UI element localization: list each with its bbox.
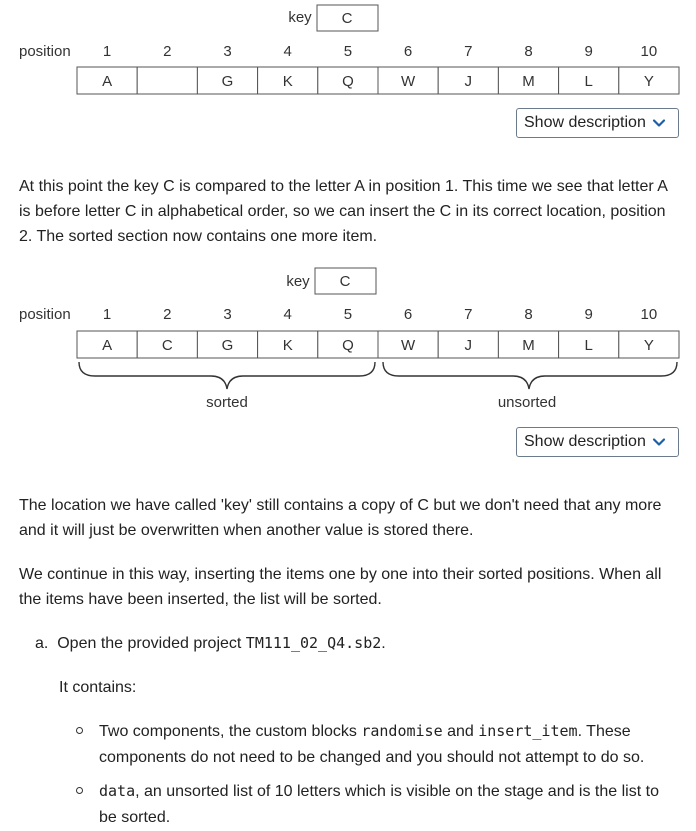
array-cell-value: J [464,337,473,354]
position-number: 9 [584,43,593,60]
array-cell-value: K [282,73,293,90]
sorted-brace [79,362,375,389]
array-cell-value: L [584,73,593,90]
it-contains-label: It contains: [59,679,137,696]
bullet-text: . These components do not need to be changed and you should not attempt to do so. [99,723,645,766]
paragraph-key-compared: At this point the key C is compared to the letter A in position 1. This time we see that letter A is before letter C in alphabetical order, so we can insert the C in its correct location, position 2. The sorted section now contains one more item. [19,178,668,245]
position-number: 7 [464,43,473,60]
position-number: 10 [640,306,658,323]
array-cell-value: A [102,73,113,90]
sorted-label: sorted [206,394,248,411]
block-randomise: randomise [361,722,443,740]
step-a-text: Open the provided project [57,635,246,652]
position-number: 5 [343,43,353,60]
position-number: 3 [223,43,232,60]
bullet-marker-2 [76,787,83,794]
paragraph-key-overwritten: The location we have called 'key' still contains a copy of C but we don't need that any more and it will just be overwritten when another value is stored there. [19,497,662,539]
array-cell-value: G [221,337,234,354]
key-label: key [288,9,312,26]
array-cell-value: Y [643,337,654,354]
position-label: position [19,43,71,60]
array-cell-value: W [401,73,416,90]
key-value: C [341,10,353,27]
unsorted-brace [383,362,677,389]
position-number: 4 [283,43,292,60]
position-number: 6 [403,306,413,323]
position-number: 5 [343,306,353,323]
position-number: 3 [223,306,232,323]
bullet-text: and [442,723,479,740]
chevron-down-icon [652,116,666,130]
position-number: 2 [163,306,172,323]
array-cell-value: G [221,73,234,90]
position-number: 1 [102,43,112,60]
position-number: 9 [584,306,593,323]
show-description-button-2[interactable] [516,427,679,457]
bullet-text: , an unsorted list of 10 letters which is visible on the stage and is the list to be sorted. [99,783,659,826]
block-insert-item: insert_item [478,722,578,740]
key-value: C [339,273,351,290]
array-cell-value: K [282,337,293,354]
array-cell-value: Q [342,337,354,354]
position-number: 1 [102,306,112,323]
array-cell-value: W [401,337,416,354]
bullet-marker-1 [76,727,83,734]
position-number: 6 [403,43,413,60]
show-description-label: Show description [524,433,646,450]
key-label: key [286,273,310,290]
list-data: data [99,782,136,800]
unsorted-label: unsorted [497,394,557,411]
position-number: 8 [524,306,533,323]
array-cell-value: Y [643,73,654,90]
project-filename: TM111_02_Q4.sb2 [245,634,382,652]
array-cell-value: M [522,73,535,90]
array-cell [137,67,197,94]
array-cell-value: J [464,73,473,90]
step-a [35,631,386,656]
position-label: position [19,306,71,323]
array-diagram-1 [0,0,696,100]
show-description-button-1[interactable] [516,108,679,138]
paragraph-continue: We continue in this way, inserting the items one by one into their sorted positions. When all the items have been inserted, the list will be sorted. [19,566,662,608]
bullet-text: Two components, the custom blocks [99,723,362,740]
bullet-item-components [99,718,679,771]
position-number: 8 [524,43,533,60]
array-cell-value: A [102,337,113,354]
position-number: 2 [163,43,172,60]
position-number: 7 [464,306,473,323]
array-diagram-2 [0,265,696,420]
show-description-label: Show description [524,114,646,131]
step-a-period: . [381,635,386,652]
bullet-item-data [99,778,679,831]
array-cell-value: C [161,337,173,354]
step-a-marker: a. [35,635,49,652]
array-cell-value: Q [342,73,354,90]
array-cell-value: M [522,337,535,354]
array-cell-value: L [584,337,593,354]
position-number: 4 [283,306,292,323]
chevron-down-icon [652,435,666,449]
position-number: 10 [640,43,658,60]
